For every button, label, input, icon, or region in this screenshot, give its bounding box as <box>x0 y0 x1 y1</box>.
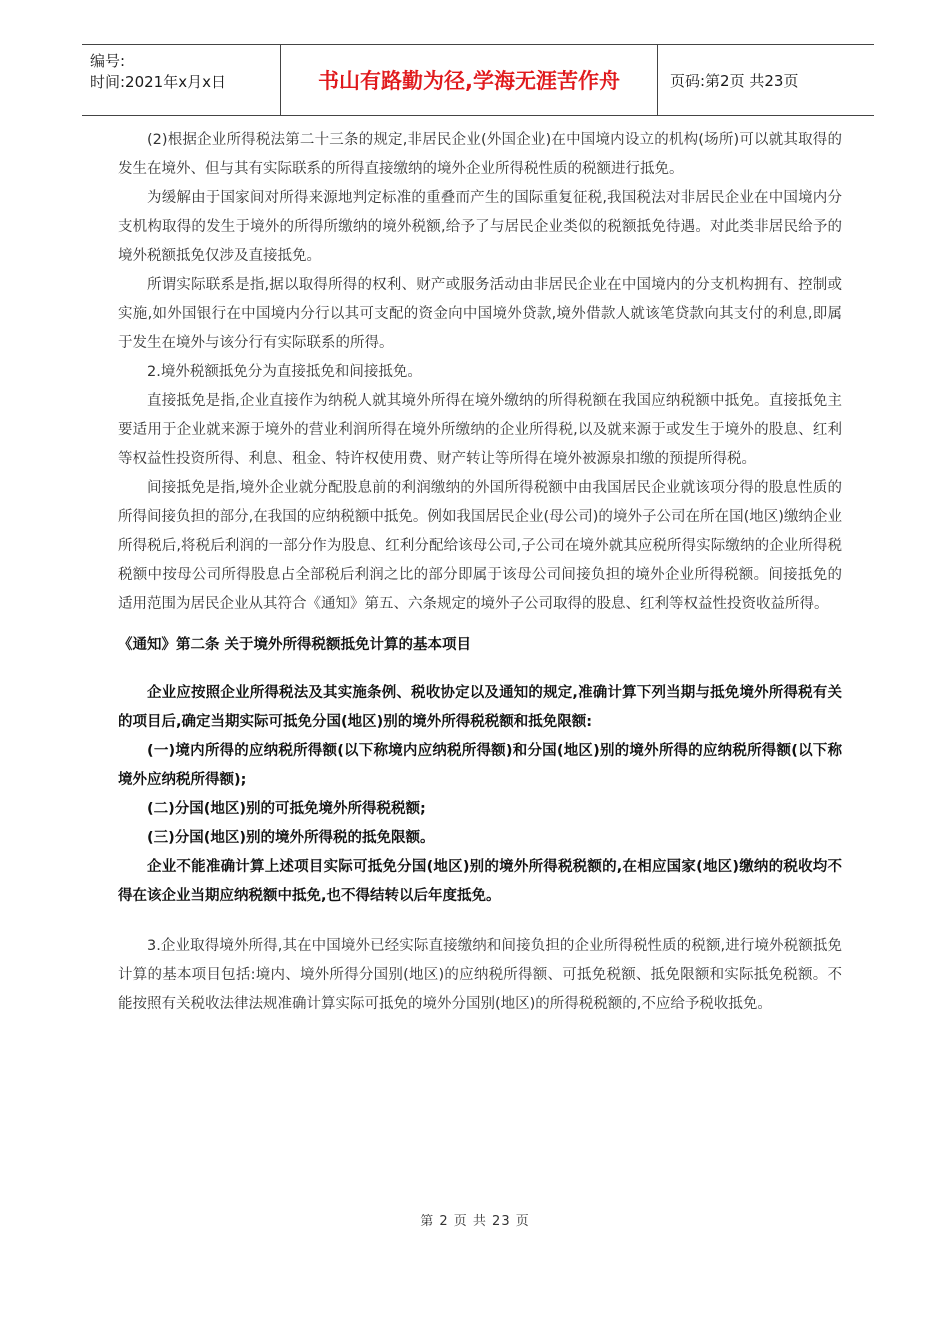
body-paragraph: (2)根据企业所得税法第二十三条的规定,非居民企业(外国企业)在中国境内设立的机构(场所)可以就其取得的发生在境外、但与其有实际联系的所得直接缴纳的境外企业所得税性质的税额进行抵免。 <box>118 132 842 177</box>
header-page-info: 页码:第2页 共23页 <box>670 71 799 90</box>
bold-list-item: (一)境内所得的应纳税所得额(以下称境内应纳税所得额)和分国(地区)别的境外所得的应纳税所得额(以下称境外应纳税所得额); <box>118 743 842 788</box>
body-paragraph: 直接抵免是指,企业直接作为纳税人就其境外所得在境外缴纳的所得税额在我国应纳税额中抵免。直接抵免主要适用于企业就来源于境外的营业利润所得在境外所缴纳的企业所得税,以及就来源于或发生于境外的股息、红利等权益性投资所得、利息、租金、特许权使用费、财产转让等所得在境外被源泉扣缴的预提所得税。 <box>118 393 842 467</box>
page-footer: 第 2 页 共 23 页 <box>420 1214 530 1229</box>
body-paragraph: 为缓解由于国家间对所得来源地判定标准的重叠而产生的国际重复征税,我国税法对非居民企业在中国境内分支机构取得的发生于境外的所得所缴纳的境外税额,给予了与居民企业类似的税额抵免待遇。对此类非居民给予的境外税额抵免仅涉及直接抵免。 <box>118 190 842 264</box>
bold-list-item: (三)分国(地区)别的境外所得税的抵免限额。 <box>147 830 435 846</box>
header-motto: 书山有路勤为径,学海无涯苦作舟 <box>318 69 620 93</box>
body-paragraph: 3.企业取得境外所得,其在中国境外已经实际直接缴纳和间接负担的企业所得税性质的税额,进行境外税额抵免计算的基本项目包括:境内、境外所得分国别(地区)的应纳税所得额、可抵免税额、抵免限额和实际抵免税额。不能按照有关税收法律法规准确计算实际可抵免的境外分国别(地区)的所得税税额的,不应给予税收抵免。 <box>118 938 842 1012</box>
document-time-label: 时间:2021年x月x日 <box>90 73 226 91</box>
section-heading: 《通知》第二条 关于境外所得税额抵免计算的基本项目 <box>118 637 472 653</box>
document-body <box>118 126 842 1019</box>
bold-list-item: (二)分国(地区)别的可抵免境外所得税税额; <box>147 801 426 817</box>
body-paragraph: 所谓实际联系是指,据以取得所得的权利、财产或服务活动由非居民企业在中国境内的分支机构拥有、控制或实施,如外国银行在中国境内分行以其可支配的资金向中国境外贷款,境外借款人就该笔贷款向其支付的利息,即属于发生在境外与该分行有实际联系的所得。 <box>118 277 842 351</box>
header-meta <box>90 51 226 93</box>
body-paragraph: 2.境外税额抵免分为直接抵免和间接抵免。 <box>147 364 422 380</box>
page-header <box>82 44 874 116</box>
body-paragraph: 间接抵免是指,境外企业就分配股息前的利润缴纳的外国所得税额中由我国居民企业就该项分得的股息性质的所得间接负担的部分,在我国的应纳税额中抵免。例如我国居民企业(母公司)的境外子公司在所在国(地区)缴纳企业所得税后,将税后利润的一部分作为股息、红利分配给该母公司,子公司在境外就其应税所得实际缴纳的企业所得税税额中按母公司所得股息占全部税后利润之比的部分即属于该母公司间接负担的境外企业所得税额。间接抵免的适用范围为居民企业从其符合《通知》第五、六条规定的境外子公司取得的股息、红利等权益性投资收益所得。 <box>118 480 842 612</box>
document-number-label: 编号: <box>90 52 126 70</box>
bold-paragraph: 企业应按照企业所得税法及其实施条例、税收协定以及通知的规定,准确计算下列当期与抵免境外所得税有关的项目后,确定当期实际可抵免分国(地区)别的境外所得税税额和抵免限额: <box>118 685 842 730</box>
bold-paragraph: 企业不能准确计算上述项目实际可抵免分国(地区)别的境外所得税税额的,在相应国家(地区)缴纳的税收均不得在该企业当期应纳税额中抵免,也不得结转以后年度抵免。 <box>118 859 842 904</box>
